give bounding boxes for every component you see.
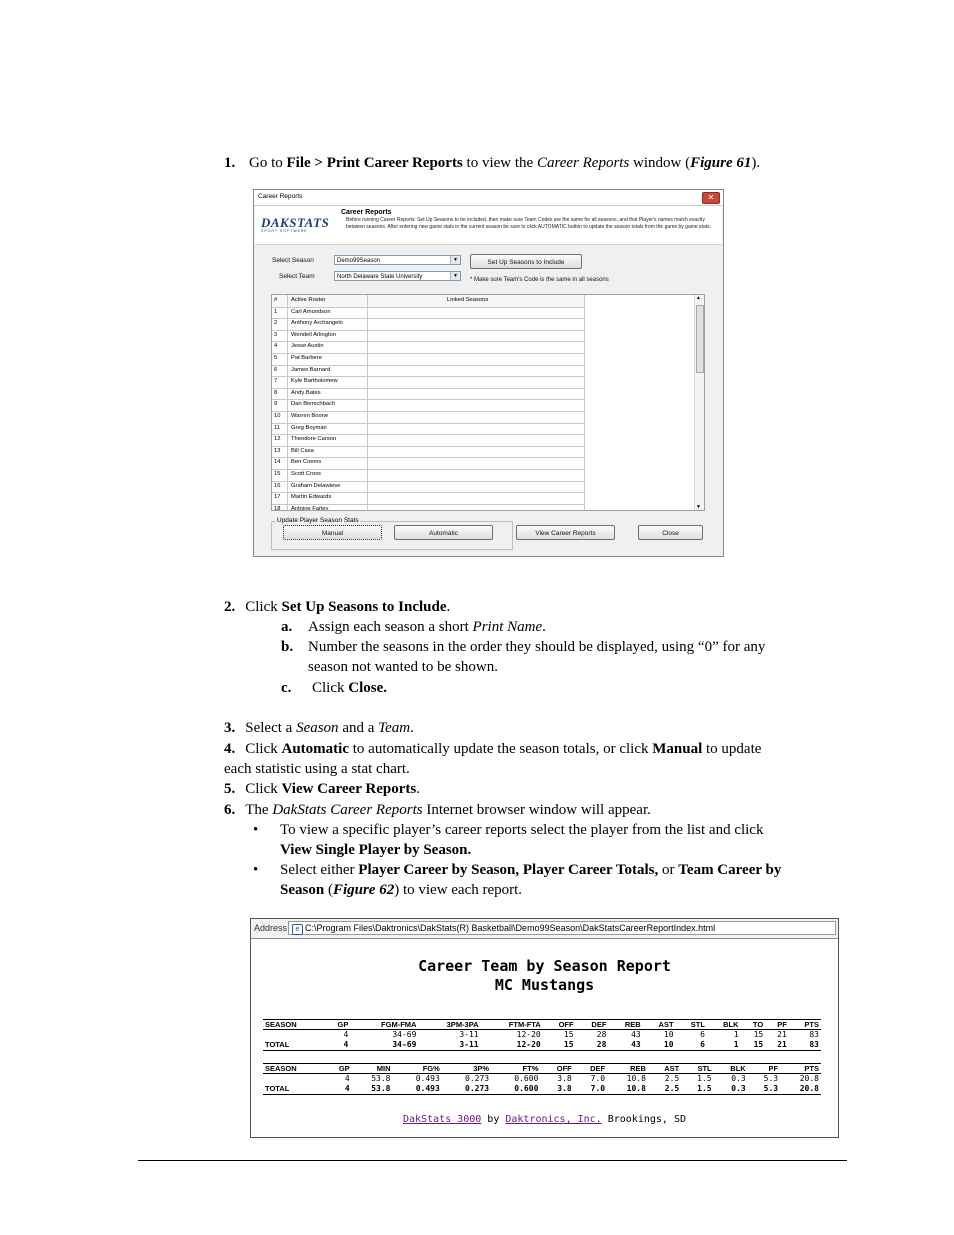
table-cell: 34-69 — [350, 1040, 418, 1051]
table-cell: 20.8 — [799, 1074, 819, 1083]
step-2b-text: Number the seasons in the order they should be displayed, using “0” for any season not wanted to be shown. — [308, 639, 766, 675]
column-header: 3PM-3PA — [418, 1020, 480, 1030]
select-season-label: Select Season — [272, 257, 314, 264]
dakstats-link[interactable]: DakStats 3000 — [403, 1114, 482, 1125]
step-3: 3. Select a Season and a Team. — [224, 720, 414, 736]
table-cell: 0.273 — [465, 1074, 490, 1083]
report-team: MC Mustangs — [494, 976, 595, 994]
close-icon[interactable]: ✕ — [702, 192, 720, 204]
footer-rule — [138, 1160, 847, 1161]
column-header: TO — [741, 1020, 766, 1030]
table-cell: TOTAL — [263, 1040, 325, 1051]
table-cell: 10 — [643, 1040, 676, 1051]
career-report-browser — [250, 918, 839, 1138]
roster-row[interactable]: 4 Jesse Austin — [272, 341, 585, 354]
column-header: MIN — [352, 1064, 393, 1074]
table-cell: 10.8 — [626, 1074, 646, 1083]
step-2a-text: Assign each season a short Print Name. — [308, 619, 546, 635]
address-input[interactable]: e C:\Program Files\Daktronics\DakStats(R) Basketball\Demo99Season\DakStatsCareerReportIndex.html — [288, 921, 836, 935]
table-cell: 43 — [631, 1030, 641, 1039]
table-cell: 3.8 — [540, 1084, 573, 1095]
table-cell: 83 — [809, 1030, 819, 1039]
table-cell: 3.8 — [557, 1074, 572, 1083]
step-2a: a. — [281, 619, 293, 635]
table-cell: 15 — [741, 1040, 766, 1051]
step-1: 1. Go to File > Print Career Reports to view the Career Reports window (Figure 61). — [224, 155, 761, 171]
table-cell: 10 — [663, 1030, 674, 1039]
dakstats-logo: DAKSTATS SPORT SOFTWARE — [261, 215, 330, 233]
table-cell: 34-69 — [392, 1030, 417, 1039]
table-cell: 2.5 — [648, 1084, 681, 1095]
step-2b: b. — [281, 639, 294, 655]
scrollbar-thumb[interactable] — [696, 305, 704, 373]
table-cell: 4 — [343, 1030, 349, 1039]
column-header: PTS — [789, 1020, 821, 1030]
roster-row[interactable]: 8 Andy Bates — [272, 388, 585, 401]
table-cell — [263, 1030, 325, 1041]
close-button[interactable]: Close — [638, 525, 703, 540]
grid-header: # Active Roster Linked Seasons — [272, 295, 585, 308]
table-cell: 2.5 — [664, 1074, 680, 1083]
table-cell: 10.8 — [607, 1084, 648, 1095]
select-team-label: Select Team — [279, 273, 315, 280]
column-header: STL — [676, 1020, 707, 1030]
table-cell: 28 — [596, 1030, 607, 1039]
table-cell: 4 — [326, 1084, 352, 1095]
column-header: AST — [643, 1020, 676, 1030]
roster-row[interactable]: 17 Martin Edwards — [272, 492, 585, 505]
column-header: STL — [681, 1064, 713, 1074]
setup-seasons-button[interactable]: Set Up Seasons to Include — [470, 254, 582, 269]
page-icon: e — [292, 924, 303, 935]
header-title: Career Reports — [341, 209, 392, 216]
table-cell: 21 — [777, 1030, 787, 1039]
roster-row[interactable]: 16 Graham Delawiese — [272, 481, 585, 494]
table-cell: 3-11 — [459, 1030, 479, 1039]
table-cell: 0.493 — [393, 1084, 442, 1095]
table-cell: 20.8 — [780, 1084, 821, 1095]
roster-row[interactable]: 7 Kyle Bartholomew — [272, 376, 585, 389]
roster-row[interactable]: 15 Scott Cross — [272, 469, 585, 482]
table-cell: 28 — [576, 1040, 609, 1051]
table-cell: 15 — [753, 1030, 764, 1039]
roster-grid — [271, 294, 705, 511]
dialog-header — [255, 206, 722, 245]
roster-row[interactable]: 10 Warren Boone — [272, 411, 585, 424]
automatic-button[interactable]: Automatic — [394, 525, 493, 540]
season-select[interactable]: Demo99Season ▼ — [334, 255, 461, 265]
column-header: FTM-FTA — [481, 1020, 543, 1030]
report-title: Career Team by Season Report — [418, 957, 671, 975]
table-cell: 5.3 — [748, 1084, 780, 1095]
table-cell: 0.3 — [731, 1074, 746, 1083]
roster-row[interactable]: 2 Anthony Archangelo — [272, 318, 585, 331]
dialog-title: Career Reports — [258, 193, 303, 200]
roster-row[interactable]: 11 Greg Boyman — [272, 423, 585, 436]
address-label: Address — [254, 923, 288, 933]
table-cell: 0.600 — [491, 1084, 540, 1095]
column-header: FGM-FMA — [350, 1020, 418, 1030]
stats-table-totals — [263, 1019, 821, 1051]
table-cell: 6 — [700, 1030, 705, 1039]
column-header: BLK — [714, 1064, 748, 1074]
column-header: SEASON — [263, 1064, 326, 1074]
column-header: DEF — [574, 1064, 607, 1074]
chevron-down-icon: ▼ — [450, 272, 460, 280]
table-cell: 0.273 — [442, 1084, 491, 1095]
table-cell: 0.600 — [514, 1074, 539, 1083]
table-cell: 53.8 — [371, 1074, 391, 1083]
column-header: 3P% — [442, 1064, 491, 1074]
table-cell: TOTAL — [263, 1084, 326, 1095]
career-reports-dialog — [253, 189, 724, 557]
dialog-title-bar — [254, 190, 723, 206]
roster-row[interactable]: 1 Carl Amundson — [272, 307, 585, 320]
step-2c-text: Click Close. — [312, 680, 387, 696]
grid-scrollbar[interactable] — [694, 295, 704, 510]
roster-row[interactable]: 6 James Barnard — [272, 365, 585, 378]
column-header: FT% — [491, 1064, 540, 1074]
table-cell: 1.5 — [681, 1084, 713, 1095]
daktronics-link[interactable]: Daktronics, Inc. — [505, 1114, 602, 1125]
column-header: AST — [648, 1064, 681, 1074]
column-header: OFF — [543, 1020, 576, 1030]
column-header: PF — [765, 1020, 789, 1030]
table-cell: 3-11 — [418, 1040, 480, 1051]
roster-row[interactable]: 9 Dan Bierschbach — [272, 399, 585, 412]
header-instructions: Before running Career Reports: Set Up Seasons to be included, then make sure Team Codes are the same for all seasons, and that Player's names match exactly between seasons. After entering new game stats in the current season be sure to click AUTOMATIC button to update the season totals from the game by game stats. — [346, 217, 712, 230]
table-cell: 15 — [543, 1040, 576, 1051]
team-select[interactable]: North Delaware State University ▼ — [334, 271, 461, 281]
column-header: OFF — [540, 1064, 573, 1074]
roster-row[interactable]: 12 Theodore Carson — [272, 434, 585, 447]
table-cell: 4 — [325, 1040, 351, 1051]
step-6: 6. The DakStats Career Reports Internet browser window will appear. — [224, 802, 651, 818]
bullet-2: Select either Player Career by Season, Player Career Totals, or Team Career by Season (Figure 62) to view each report. — [280, 862, 782, 898]
table-cell: 1 — [707, 1040, 741, 1051]
table-cell: 43 — [608, 1040, 642, 1051]
step-4-line2: each statistic using a stat chart. — [224, 761, 410, 777]
address-bar — [251, 919, 838, 939]
table-cell: 0.493 — [415, 1074, 440, 1083]
table-cell: 1.5 — [697, 1074, 712, 1083]
column-header: GP — [326, 1064, 352, 1074]
table-cell: 7.0 — [574, 1084, 607, 1095]
step-4: 4. Click Automatic to automatically update the season totals, or click Manual to update — [224, 741, 762, 757]
roster-row[interactable]: 13 Bill Casa — [272, 446, 585, 459]
bullet-icon: • — [253, 862, 259, 878]
table-cell — [263, 1074, 326, 1085]
table-cell: 0.3 — [714, 1084, 748, 1095]
table-cell: 1 — [733, 1030, 739, 1039]
scroll-up-icon[interactable]: ▲ — [696, 295, 701, 301]
table-cell: 4 — [344, 1074, 350, 1083]
table-cell: 83 — [789, 1040, 821, 1051]
table-cell: 12-20 — [516, 1030, 541, 1039]
step-2c: c. — [281, 680, 292, 696]
team-code-note: * Make sure Team's Code is the same in all seasons — [470, 277, 609, 283]
bullet-icon: • — [253, 822, 259, 838]
step-5: 5. Click View Career Reports. — [224, 781, 420, 797]
column-header: SEASON — [263, 1020, 325, 1030]
column-header: REB — [607, 1064, 648, 1074]
column-header: FG% — [393, 1064, 442, 1074]
roster-row[interactable]: 5 Pat Barbere — [272, 353, 585, 366]
table-cell: 6 — [676, 1040, 707, 1051]
column-header: PF — [748, 1064, 780, 1074]
table-cell: 21 — [765, 1040, 789, 1051]
column-header: DEF — [576, 1020, 609, 1030]
step-2: 2. Click Set Up Seasons to Include. — [224, 599, 451, 615]
table-cell: 15 — [563, 1030, 574, 1039]
roster-row[interactable]: 14 Ben Coems — [272, 457, 585, 470]
table-cell: 53.8 — [352, 1084, 393, 1095]
table-cell: 12-20 — [481, 1040, 543, 1051]
update-stats-group: Update Player Season Stats — [271, 521, 513, 550]
roster-row[interactable]: 18 Antoine Farley — [272, 504, 585, 511]
table-cell: 7.0 — [590, 1074, 606, 1083]
column-header: BLK — [707, 1020, 741, 1030]
stats-table-averages — [263, 1063, 821, 1095]
manual-button[interactable]: Manual — [283, 525, 382, 540]
column-header: GP — [325, 1020, 351, 1030]
report-footer: DakStats 3000 by Daktronics, Inc. Brookings, SD — [403, 1114, 686, 1125]
column-header: PTS — [780, 1064, 821, 1074]
column-header: REB — [608, 1020, 642, 1030]
scroll-down-icon[interactable]: ▼ — [696, 504, 701, 510]
table-cell: 5.3 — [763, 1074, 779, 1083]
bullet-1: To view a specific player’s career reports select the player from the list and click View Single Player by Season. — [280, 822, 764, 858]
roster-row[interactable]: 3 Wendell Arlington — [272, 330, 585, 343]
view-career-reports-button[interactable]: View Career Reports — [516, 525, 615, 540]
chevron-down-icon: ▼ — [450, 256, 460, 264]
